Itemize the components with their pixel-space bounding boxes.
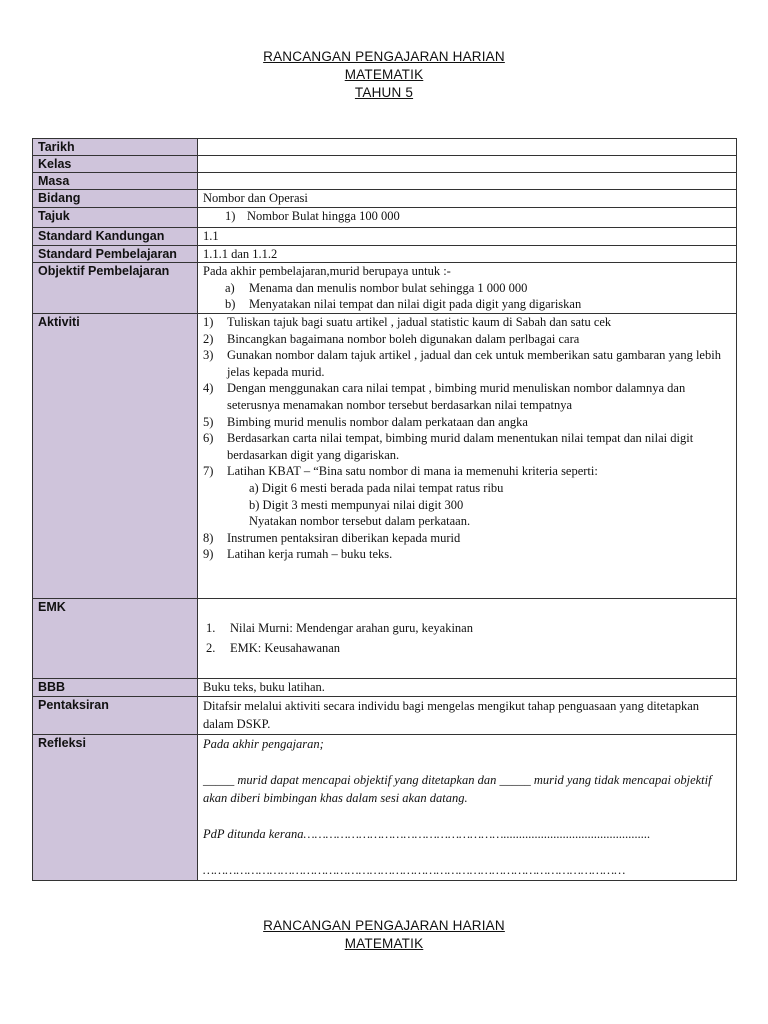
- aktiviti-item: 2) Bincangkan bagaimana nombor boleh digunakan dalam perlbagai cara: [203, 331, 580, 346]
- aktiviti-item: 1) Tuliskan tajuk bagi suatu artikel , jadual statistic kaum di Sabah dan satu cek: [203, 314, 612, 329]
- tajuk-number: 1): [225, 209, 236, 223]
- emk-item: 2. EMK: Keusahawanan: [206, 641, 341, 656]
- aktiviti-item: 5) Bimbing murid menulis nombor dalam perkataan dan angka: [203, 414, 528, 429]
- heading-subject: MATEMATIK: [344, 936, 424, 951]
- value-tarikh: [198, 139, 737, 156]
- next-page-heading: [0, 917, 768, 953]
- emk-item: 1. Nilai Murni: Mendengar arahan guru, keyakinan: [206, 621, 473, 636]
- label-objektif: Objektif Pembelajaran: [33, 263, 198, 314]
- document-heading: [0, 48, 768, 102]
- label-tajuk: Tajuk: [33, 208, 198, 228]
- objektif-item: b) Menyatakan nilai tempat dan nilai digit pada digit yang digariskan: [225, 297, 582, 312]
- refleksi-intro: Pada akhir pengajaran;: [203, 736, 324, 751]
- label-aktiviti: Aktiviti: [33, 313, 198, 598]
- objektif-intro: Pada akhir pembelajaran,murid berupaya untuk :-: [203, 264, 451, 279]
- row-kelas: [33, 156, 737, 173]
- heading-year: TAHUN 5: [354, 85, 414, 100]
- row-bbb: [33, 678, 737, 696]
- row-emk: [33, 598, 737, 678]
- row-tarikh: [33, 139, 737, 156]
- row-standard-kandungan: [33, 228, 737, 246]
- label-tarikh: Tarikh: [33, 139, 198, 156]
- label-pentaksiran: Pentaksiran: [33, 696, 198, 734]
- row-masa: [33, 173, 737, 190]
- label-emk: EMK: [33, 598, 198, 678]
- aktiviti-item: 6) Berdasarkan carta nilai tempat, bimbing murid dalam menentukan nilai tempat dan nilai digit berdasarkan digit yang digariskan.: [203, 431, 694, 462]
- value-standard-pembelajaran: 1.1.1 dan 1.1.2: [198, 245, 737, 263]
- value-bbb: Buku teks, buku latihan.: [198, 678, 737, 696]
- label-kelas: Kelas: [33, 156, 198, 173]
- tajuk-text: Nombor Bulat hingga 100 000: [247, 209, 400, 223]
- value-standard-kandungan: 1.1: [198, 228, 737, 246]
- aktiviti-item: 4) Dengan menggunakan cara nilai tempat , bimbing murid menuliskan nombor dalamnya dan seterusnya menamakan nombor tersebut berdasarkan nilai tempatnya: [203, 381, 686, 412]
- row-tajuk: [33, 208, 737, 228]
- refleksi-objective: _____ murid dapat mencapai objektif yang ditetapkan dan _____ murid yang tidak mencapai objektif akan diberi bimbingan khas dalam sesi akan datang.: [203, 772, 712, 805]
- row-pentaksiran: [33, 696, 737, 734]
- value-tajuk: [198, 208, 737, 228]
- refleksi-dotted-line: ……………………………………………………………………………………………………: [203, 862, 626, 877]
- emk-list: [206, 618, 731, 658]
- value-emk: [198, 598, 737, 678]
- row-bidang: [33, 190, 737, 208]
- row-objektif: [33, 263, 737, 314]
- value-bidang: Nombor dan Operasi: [198, 190, 737, 208]
- label-bbb: BBB: [33, 678, 198, 696]
- label-refleksi: Refleksi: [33, 734, 198, 880]
- aktiviti-subitem-tail: Nyatakan nombor tersebut dalam perkataan.: [249, 514, 471, 529]
- heading-title: RANCANGAN PENGAJARAN HARIAN: [263, 918, 505, 933]
- aktiviti-item: 9) Latihan kerja rumah – buku teks.: [203, 547, 393, 562]
- value-aktiviti: [198, 313, 737, 598]
- aktiviti-subitem: a) Digit 6 mesti berada pada nilai tempat ratus ribu: [249, 480, 504, 495]
- value-pentaksiran: Ditafsir melalui aktiviti secara individu bagi mengelas mengikut tahap penguasaan yang ditetapkan dalam DSKP.: [198, 696, 737, 734]
- aktiviti-list: [203, 314, 731, 480]
- aktiviti-list-rest: [203, 530, 731, 563]
- aktiviti-item: 7) Latihan KBAT – “Bina satu nombor di mana ia memenuhi kriteria seperti:: [203, 464, 598, 479]
- value-objektif: [198, 263, 737, 314]
- heading-title: RANCANGAN PENGAJARAN HARIAN: [263, 49, 505, 64]
- label-bidang: Bidang: [33, 190, 198, 208]
- value-kelas: [198, 156, 737, 173]
- value-masa: [198, 173, 737, 190]
- row-aktiviti: [33, 313, 737, 598]
- label-standard-pembelajaran: Standard Pembelajaran: [33, 245, 198, 263]
- lesson-plan-table: [32, 138, 737, 881]
- aktiviti-subitem: b) Digit 3 mesti mempunyai nilai digit 300: [249, 497, 464, 512]
- label-standard-kandungan: Standard Kandungan: [33, 228, 198, 246]
- aktiviti-item: 3) Gunakan nombor dalam tajuk artikel , jadual dan cek untuk memberikan satu gambaran yang lebih jelas kepada murid.: [203, 348, 721, 379]
- refleksi-pdp-ditunda: PdP ditunda kerana………………………………………………...............................................: [203, 826, 651, 841]
- row-refleksi: [33, 734, 737, 880]
- heading-subject: MATEMATIK: [344, 67, 424, 82]
- aktiviti-item: 8) Instrumen pentaksiran diberikan kepada murid: [203, 530, 461, 545]
- row-standard-pembelajaran: [33, 245, 737, 263]
- value-refleksi: [198, 734, 737, 880]
- objektif-item: a) Menama dan menulis nombor bulat sehingga 1 000 000: [225, 280, 528, 295]
- label-masa: Masa: [33, 173, 198, 190]
